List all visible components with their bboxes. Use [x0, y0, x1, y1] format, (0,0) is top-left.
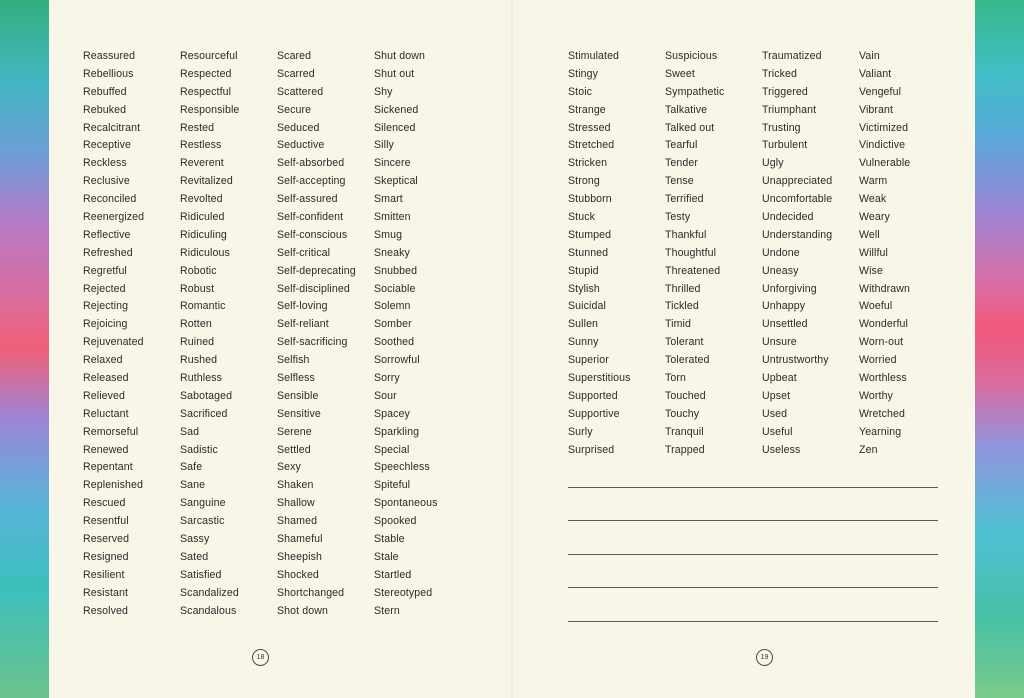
- word-item: Rescued: [83, 497, 126, 510]
- writing-line: [568, 587, 938, 588]
- word-item: Stubborn: [568, 193, 612, 206]
- word-column: [762, 48, 832, 459]
- word-item: Weak: [859, 193, 887, 206]
- word-item: Upbeat: [762, 372, 797, 385]
- word-item: Seduced: [277, 121, 320, 134]
- word-item: Smitten: [374, 211, 411, 224]
- word-item: Rebuked: [83, 103, 127, 116]
- word-item: Surprised: [568, 443, 615, 456]
- word-item: Resigned: [83, 550, 129, 563]
- word-item: Rebellious: [83, 67, 134, 80]
- word-item: Self-reliant: [277, 318, 329, 331]
- writing-line: [568, 487, 938, 488]
- word-column: [83, 48, 144, 621]
- word-item: Self-deprecating: [277, 264, 356, 277]
- word-item: Self-confident: [277, 211, 344, 224]
- word-item: Serene: [277, 425, 312, 438]
- word-item: Recalcitrant: [83, 121, 141, 134]
- word-item: Touched: [665, 389, 706, 402]
- word-item: Unsure: [762, 336, 797, 349]
- word-item: Sad: [180, 425, 200, 438]
- word-item: Worthy: [859, 389, 893, 402]
- word-item: Uncomfortable: [762, 193, 833, 206]
- word-item: Stereotyped: [374, 586, 433, 599]
- word-item: Reckless: [83, 157, 127, 170]
- word-item: Stable: [374, 533, 405, 546]
- word-item: Revolted: [180, 193, 223, 206]
- word-item: Vindictive: [859, 139, 906, 152]
- word-item: Reverent: [180, 157, 224, 170]
- word-item: Strange: [568, 103, 606, 116]
- word-item: Shut down: [374, 50, 425, 62]
- word-item: Relaxed: [83, 354, 123, 367]
- word-item: Shot down: [277, 604, 328, 617]
- word-item: Stale: [374, 550, 399, 563]
- word-item: Spacey: [374, 407, 410, 420]
- word-item: Tender: [665, 157, 698, 170]
- word-item: Sorry: [374, 372, 400, 385]
- word-item: Smart: [374, 193, 403, 206]
- word-item: Yearning: [859, 425, 902, 438]
- word-item: Smug: [374, 228, 403, 241]
- word-item: Satisfied: [180, 568, 222, 581]
- word-item: Speechless: [374, 461, 430, 474]
- word-item: Stuck: [568, 211, 595, 224]
- word-item: Rushed: [180, 354, 218, 367]
- word-item: Remorseful: [83, 425, 139, 438]
- word-item: Testy: [665, 211, 691, 224]
- word-item: Scandalized: [180, 586, 239, 599]
- word-column: [277, 48, 356, 621]
- word-item: Stunned: [568, 246, 609, 259]
- word-item: Sorrowful: [374, 354, 420, 367]
- page-number: 18: [252, 649, 269, 666]
- word-item: Sunny: [568, 336, 599, 349]
- word-item: Talked out: [665, 121, 715, 134]
- word-item: Tearful: [665, 139, 698, 152]
- word-item: Sparkling: [374, 425, 420, 438]
- word-item: Terrified: [665, 193, 704, 206]
- word-item: Suicidal: [568, 300, 606, 313]
- word-item: Self-sacrificing: [277, 336, 348, 349]
- word-item: Used: [762, 407, 788, 420]
- word-item: Useful: [762, 425, 793, 438]
- word-item: Worn-out: [859, 336, 904, 349]
- word-item: Tricked: [762, 67, 798, 80]
- word-item: Reassured: [83, 50, 136, 62]
- word-item: Unappreciated: [762, 175, 833, 188]
- word-item: Suspicious: [665, 50, 718, 62]
- word-item: Stupid: [568, 264, 599, 277]
- word-item: Sincere: [374, 157, 411, 170]
- word-item: Rejuvenated: [83, 336, 144, 349]
- word-item: Skeptical: [374, 175, 418, 188]
- word-item: Special: [374, 443, 410, 456]
- word-item: Respectful: [180, 85, 232, 98]
- word-item: Ridiculous: [180, 246, 230, 259]
- word-item: Strong: [568, 175, 600, 188]
- word-item: Unforgiving: [762, 282, 817, 295]
- word-item: Sickened: [374, 103, 419, 116]
- word-item: Resourceful: [180, 50, 238, 62]
- word-item: Resolved: [83, 604, 128, 617]
- word-item: Undecided: [762, 211, 814, 224]
- word-item: Wretched: [859, 407, 905, 420]
- word-item: Stern: [374, 604, 400, 617]
- word-item: Ridiculed: [180, 211, 225, 224]
- word-item: Repentant: [83, 461, 133, 474]
- word-item: Tolerant: [665, 336, 704, 349]
- watercolor-border-left: [0, 0, 49, 698]
- word-item: Stingy: [568, 67, 599, 80]
- word-item: Sanguine: [180, 497, 226, 510]
- word-item: Valiant: [859, 67, 892, 80]
- word-item: Restless: [180, 139, 222, 152]
- word-item: Reconciled: [83, 193, 137, 206]
- word-item: Resentful: [83, 515, 129, 528]
- word-item: Traumatized: [762, 50, 822, 62]
- word-item: Relieved: [83, 389, 126, 402]
- word-item: Trapped: [665, 443, 705, 456]
- word-item: Reclusive: [83, 175, 130, 188]
- word-item: Self-disciplined: [277, 282, 350, 295]
- word-item: Surly: [568, 425, 593, 438]
- word-item: Shallow: [277, 497, 315, 510]
- word-item: Thankful: [665, 228, 707, 241]
- word-item: Soothed: [374, 336, 415, 349]
- word-item: Vibrant: [859, 103, 894, 116]
- word-item: Supportive: [568, 407, 620, 420]
- word-item: Shy: [374, 85, 393, 98]
- word-item: Selfish: [277, 354, 310, 367]
- word-item: Reserved: [83, 533, 130, 546]
- word-item: Stricken: [568, 157, 608, 170]
- word-item: Tolerated: [665, 354, 710, 367]
- word-item: Triggered: [762, 85, 808, 98]
- word-item: Sabotaged: [180, 389, 233, 402]
- word-item: Torn: [665, 372, 687, 385]
- word-item: Romantic: [180, 300, 226, 313]
- word-item: Sympathetic: [665, 85, 725, 98]
- word-item: Woeful: [859, 300, 893, 313]
- word-item: Withdrawn: [859, 282, 910, 295]
- word-item: Spooked: [374, 515, 417, 528]
- word-column: [568, 48, 631, 459]
- word-item: Ruined: [180, 336, 215, 349]
- word-item: Resilient: [83, 568, 125, 581]
- word-item: Talkative: [665, 103, 708, 116]
- word-item: Sadistic: [180, 443, 218, 456]
- word-item: Solemn: [374, 300, 411, 313]
- word-item: Threatened: [665, 264, 721, 277]
- word-item: Understanding: [762, 228, 833, 241]
- word-item: Sweet: [665, 67, 695, 80]
- word-item: Safe: [180, 461, 203, 474]
- word-column: [374, 48, 438, 621]
- word-item: Shocked: [277, 568, 319, 581]
- word-item: Touchy: [665, 407, 700, 420]
- word-item: Reflective: [83, 228, 131, 241]
- word-item: Shut out: [374, 67, 415, 80]
- word-item: Scared: [277, 50, 312, 62]
- word-item: Sexy: [277, 461, 301, 474]
- word-item: Sour: [374, 389, 397, 402]
- word-item: Undone: [762, 246, 800, 259]
- word-item: Sacrificed: [180, 407, 228, 420]
- word-item: Worthless: [859, 372, 907, 385]
- word-item: Warm: [859, 175, 888, 188]
- word-item: Sated: [180, 550, 209, 563]
- writing-line: [568, 554, 938, 555]
- word-item: Selfless: [277, 372, 315, 385]
- word-item: Thoughtful: [665, 246, 717, 259]
- word-item: Robotic: [180, 264, 217, 277]
- word-item: Upset: [762, 389, 791, 402]
- word-item: Rotten: [180, 318, 212, 331]
- writing-line: [568, 621, 938, 622]
- word-item: Sneaky: [374, 246, 410, 259]
- word-item: Self-accepting: [277, 175, 346, 188]
- word-item: Stimulated: [568, 50, 620, 62]
- word-item: Self-loving: [277, 300, 328, 313]
- word-item: Wonderful: [859, 318, 908, 331]
- word-item: Regretful: [83, 264, 127, 277]
- word-item: Self-absorbed: [277, 157, 345, 170]
- word-item: Tranquil: [665, 425, 704, 438]
- word-item: Responsible: [180, 103, 240, 116]
- word-item: Spontaneous: [374, 497, 438, 510]
- word-item: Spiteful: [374, 479, 411, 492]
- word-item: Revitalized: [180, 175, 233, 188]
- word-item: Tense: [665, 175, 694, 188]
- word-item: Rejected: [83, 282, 126, 295]
- word-item: Ugly: [762, 157, 784, 170]
- word-item: Zen: [859, 443, 878, 456]
- word-item: Thrilled: [665, 282, 701, 295]
- word-item: Unhappy: [762, 300, 806, 313]
- word-item: Settled: [277, 443, 311, 456]
- word-column: [665, 48, 724, 459]
- word-item: Stretched: [568, 139, 615, 152]
- word-column: [180, 48, 239, 621]
- word-item: Sassy: [180, 533, 210, 546]
- word-item: Somber: [374, 318, 412, 331]
- word-item: Ruthless: [180, 372, 223, 385]
- word-item: Sensible: [277, 389, 319, 402]
- word-item: Refreshed: [83, 246, 133, 259]
- word-item: Snubbed: [374, 264, 418, 277]
- word-item: Scandalous: [180, 604, 237, 617]
- word-item: Stoic: [568, 85, 593, 98]
- word-item: Reluctant: [83, 407, 129, 420]
- word-item: Timid: [665, 318, 692, 331]
- word-item: Supported: [568, 389, 618, 402]
- word-item: Reenergized: [83, 211, 145, 224]
- word-item: Receptive: [83, 139, 132, 152]
- word-item: Replenished: [83, 479, 143, 492]
- writing-line: [568, 520, 938, 521]
- word-item: Stylish: [568, 282, 600, 295]
- word-item: Rebuffed: [83, 85, 127, 98]
- word-item: Worried: [859, 354, 897, 367]
- watercolor-border-right: [975, 0, 1024, 698]
- word-item: Sullen: [568, 318, 599, 331]
- word-item: Weary: [859, 211, 890, 224]
- word-item: Startled: [374, 568, 412, 581]
- word-item: Shaken: [277, 479, 314, 492]
- word-item: Sociable: [374, 282, 416, 295]
- word-item: Seductive: [277, 139, 325, 152]
- word-item: Respected: [180, 67, 232, 80]
- word-item: Released: [83, 372, 129, 385]
- word-item: Shameful: [277, 533, 323, 546]
- word-item: Vain: [859, 50, 880, 62]
- word-item: Scarred: [277, 67, 315, 80]
- word-item: Rested: [180, 121, 215, 134]
- word-item: Stumped: [568, 228, 612, 241]
- word-item: Wise: [859, 264, 883, 277]
- word-item: Robust: [180, 282, 215, 295]
- word-item: Vulnerable: [859, 157, 911, 170]
- word-item: Rejecting: [83, 300, 129, 313]
- word-item: Ridiculing: [180, 228, 227, 241]
- word-item: Trusting: [762, 121, 801, 134]
- word-item: Shortchanged: [277, 586, 345, 599]
- word-item: Untrustworthy: [762, 354, 829, 367]
- word-item: Resistant: [83, 586, 129, 599]
- word-item: Unsettled: [762, 318, 808, 331]
- word-item: Sensitive: [277, 407, 321, 420]
- word-item: Turbulent: [762, 139, 808, 152]
- word-item: Tickled: [665, 300, 699, 313]
- word-item: Self-assured: [277, 193, 338, 206]
- word-item: Sane: [180, 479, 206, 492]
- word-item: Silly: [374, 139, 394, 152]
- word-item: Scattered: [277, 85, 324, 98]
- word-item: Renewed: [83, 443, 129, 456]
- word-item: Self-conscious: [277, 228, 348, 241]
- word-item: Triumphant: [762, 103, 817, 116]
- word-item: Rejoicing: [83, 318, 128, 331]
- word-item: Willful: [859, 246, 888, 259]
- word-item: Victimized: [859, 121, 909, 134]
- word-item: Useless: [762, 443, 801, 456]
- word-item: Stressed: [568, 121, 611, 134]
- word-item: Sheepish: [277, 550, 322, 563]
- word-item: Superstitious: [568, 372, 631, 385]
- word-item: Silenced: [374, 121, 416, 134]
- word-item: Sarcastic: [180, 515, 225, 528]
- word-column: [859, 48, 910, 459]
- book-gutter: [511, 0, 513, 698]
- word-item: Shamed: [277, 515, 318, 528]
- page-number: 19: [756, 649, 773, 666]
- word-item: Uneasy: [762, 264, 799, 277]
- word-item: Secure: [277, 103, 312, 116]
- word-item: Vengeful: [859, 85, 902, 98]
- word-item: Superior: [568, 354, 609, 367]
- word-item: Well: [859, 228, 880, 241]
- word-item: Self-critical: [277, 246, 331, 259]
